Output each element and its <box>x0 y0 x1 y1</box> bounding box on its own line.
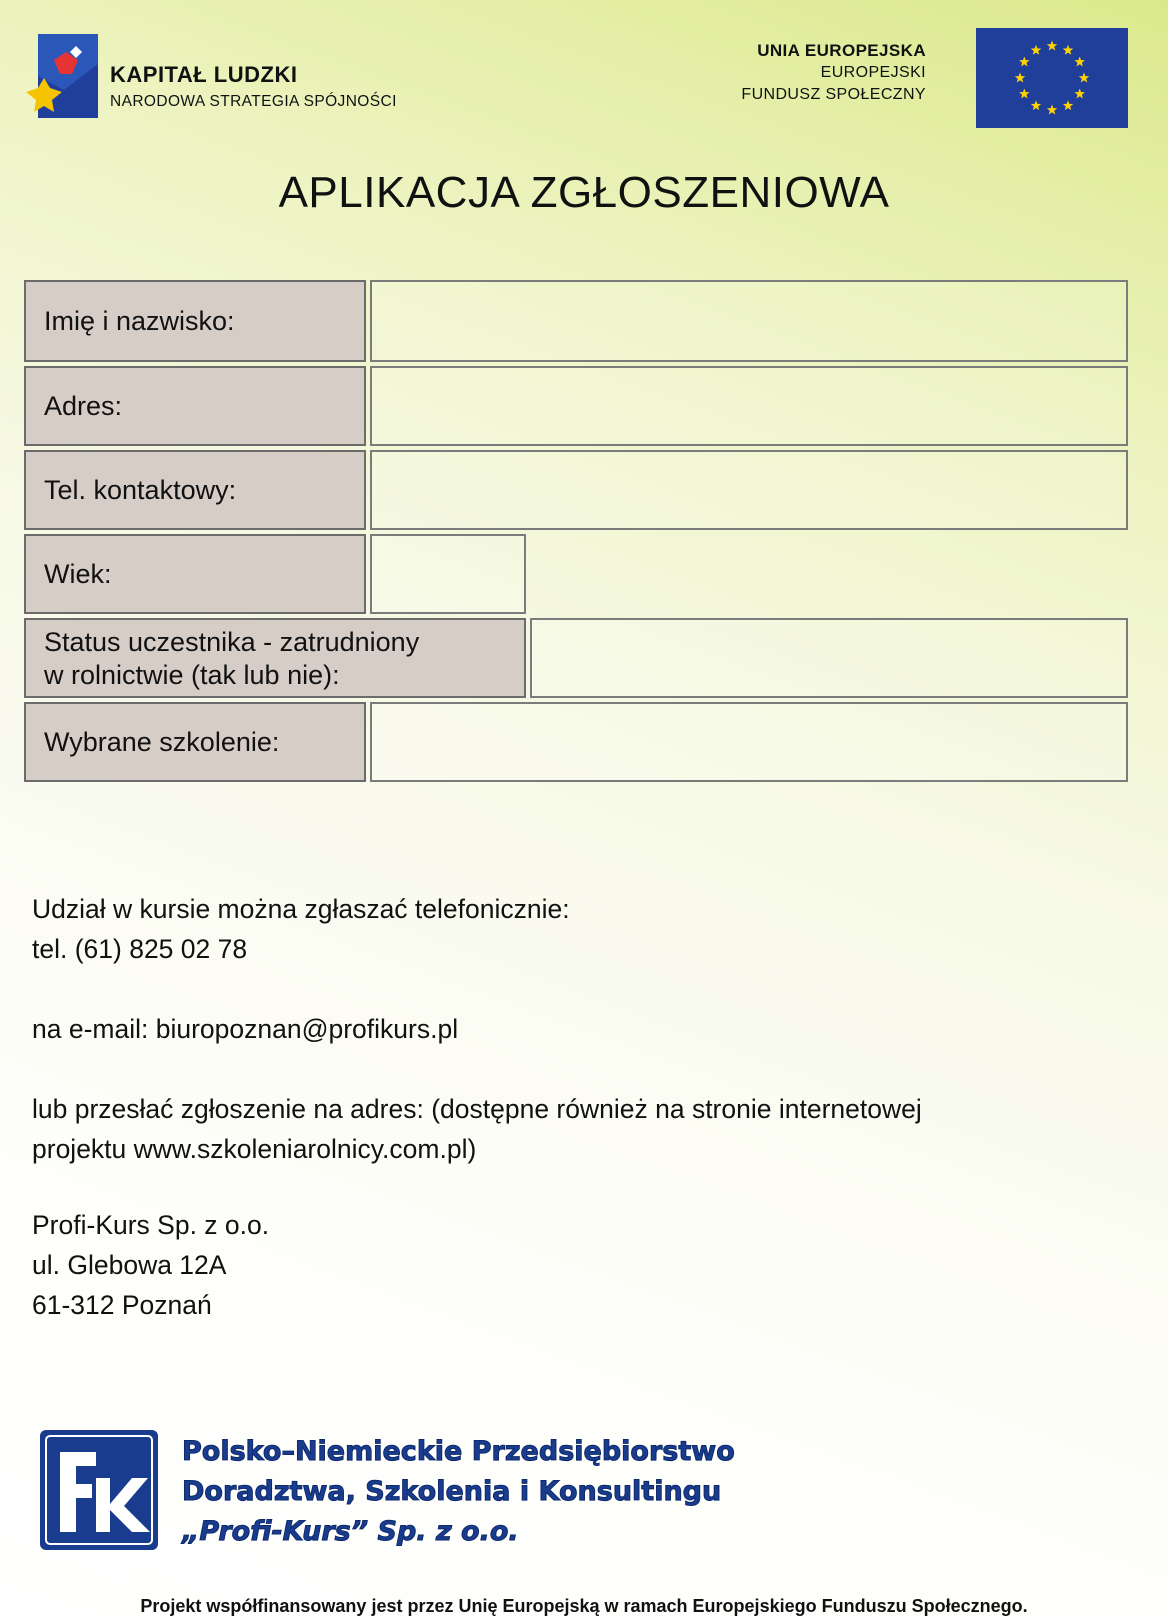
profi-kurs-logo-icon <box>38 1428 160 1552</box>
training-field[interactable] <box>370 702 1128 782</box>
eu-fund-label-2: FUNDUSZ SPOŁECZNY <box>741 86 926 103</box>
logo-text-line2: Doradztwa, Szkolenia i Konsultingu <box>182 1476 722 1507</box>
name-label: Imię i nazwisko: <box>24 280 366 362</box>
eu-fund-label-1: EUROPEJSKI <box>820 64 926 81</box>
status-label-line2: w rolnictwie (tak lub nie): <box>44 660 340 690</box>
company-street-text: ul. Glebowa 12A <box>32 1250 227 1280</box>
address-label: Adres: <box>24 366 366 446</box>
address-field[interactable] <box>370 366 1128 446</box>
phone-intro-text: Udział w kursie można zgłaszać telefonicznie: <box>32 894 570 924</box>
page-title: APLIKACJA ZGŁOSZENIOWA <box>278 168 890 217</box>
kapital-ludzki-logo-icon <box>24 30 110 126</box>
logo-text-line1: Polsko–Niemieckie Przedsiębiorstwo <box>182 1436 735 1467</box>
email-text: na e-mail: biuropoznan@profikurs.pl <box>32 1014 459 1044</box>
phone-number-text: tel. (61) 825 02 78 <box>32 934 248 964</box>
phone-field[interactable] <box>370 450 1128 530</box>
eu-flag-icon <box>976 28 1128 128</box>
post-text-line2: projektu www.szkoleniarolnicy.com.pl) <box>32 1134 477 1164</box>
logo-text-line3: „Profi-Kurs” Sp. z o.o. <box>182 1516 519 1547</box>
age-label: Wiek: <box>24 534 366 614</box>
eu-union-label: UNIA EUROPEJSKA <box>757 41 926 60</box>
status-label-line1: Status uczestnika - zatrudniony <box>44 627 420 657</box>
company-city-text: 61-312 Poznań <box>32 1290 212 1320</box>
eu-text-block <box>741 40 926 106</box>
company-name-text: Profi-Kurs Sp. z o.o. <box>32 1210 270 1240</box>
status-field[interactable] <box>530 618 1128 698</box>
age-field[interactable] <box>370 534 526 614</box>
phone-label: Tel. kontaktowy: <box>24 450 366 530</box>
status-label <box>24 618 526 698</box>
name-field[interactable] <box>370 280 1128 362</box>
post-text-line1: lub przesłać zgłoszenie na adres: (dostępne również na stronie internetowej <box>32 1094 922 1124</box>
kapital-ludzki-title: KAPITAŁ LUDZKI <box>110 62 298 87</box>
footer-note: Projekt współfinansowany jest przez Unię Europejską w ramach Europejskiego Funduszu Społecznego. <box>140 1596 1028 1616</box>
kapital-ludzki-subtitle: NARODOWA STRATEGIA SPÓJNOŚCI <box>110 93 397 110</box>
training-label: Wybrane szkolenie: <box>24 702 366 782</box>
